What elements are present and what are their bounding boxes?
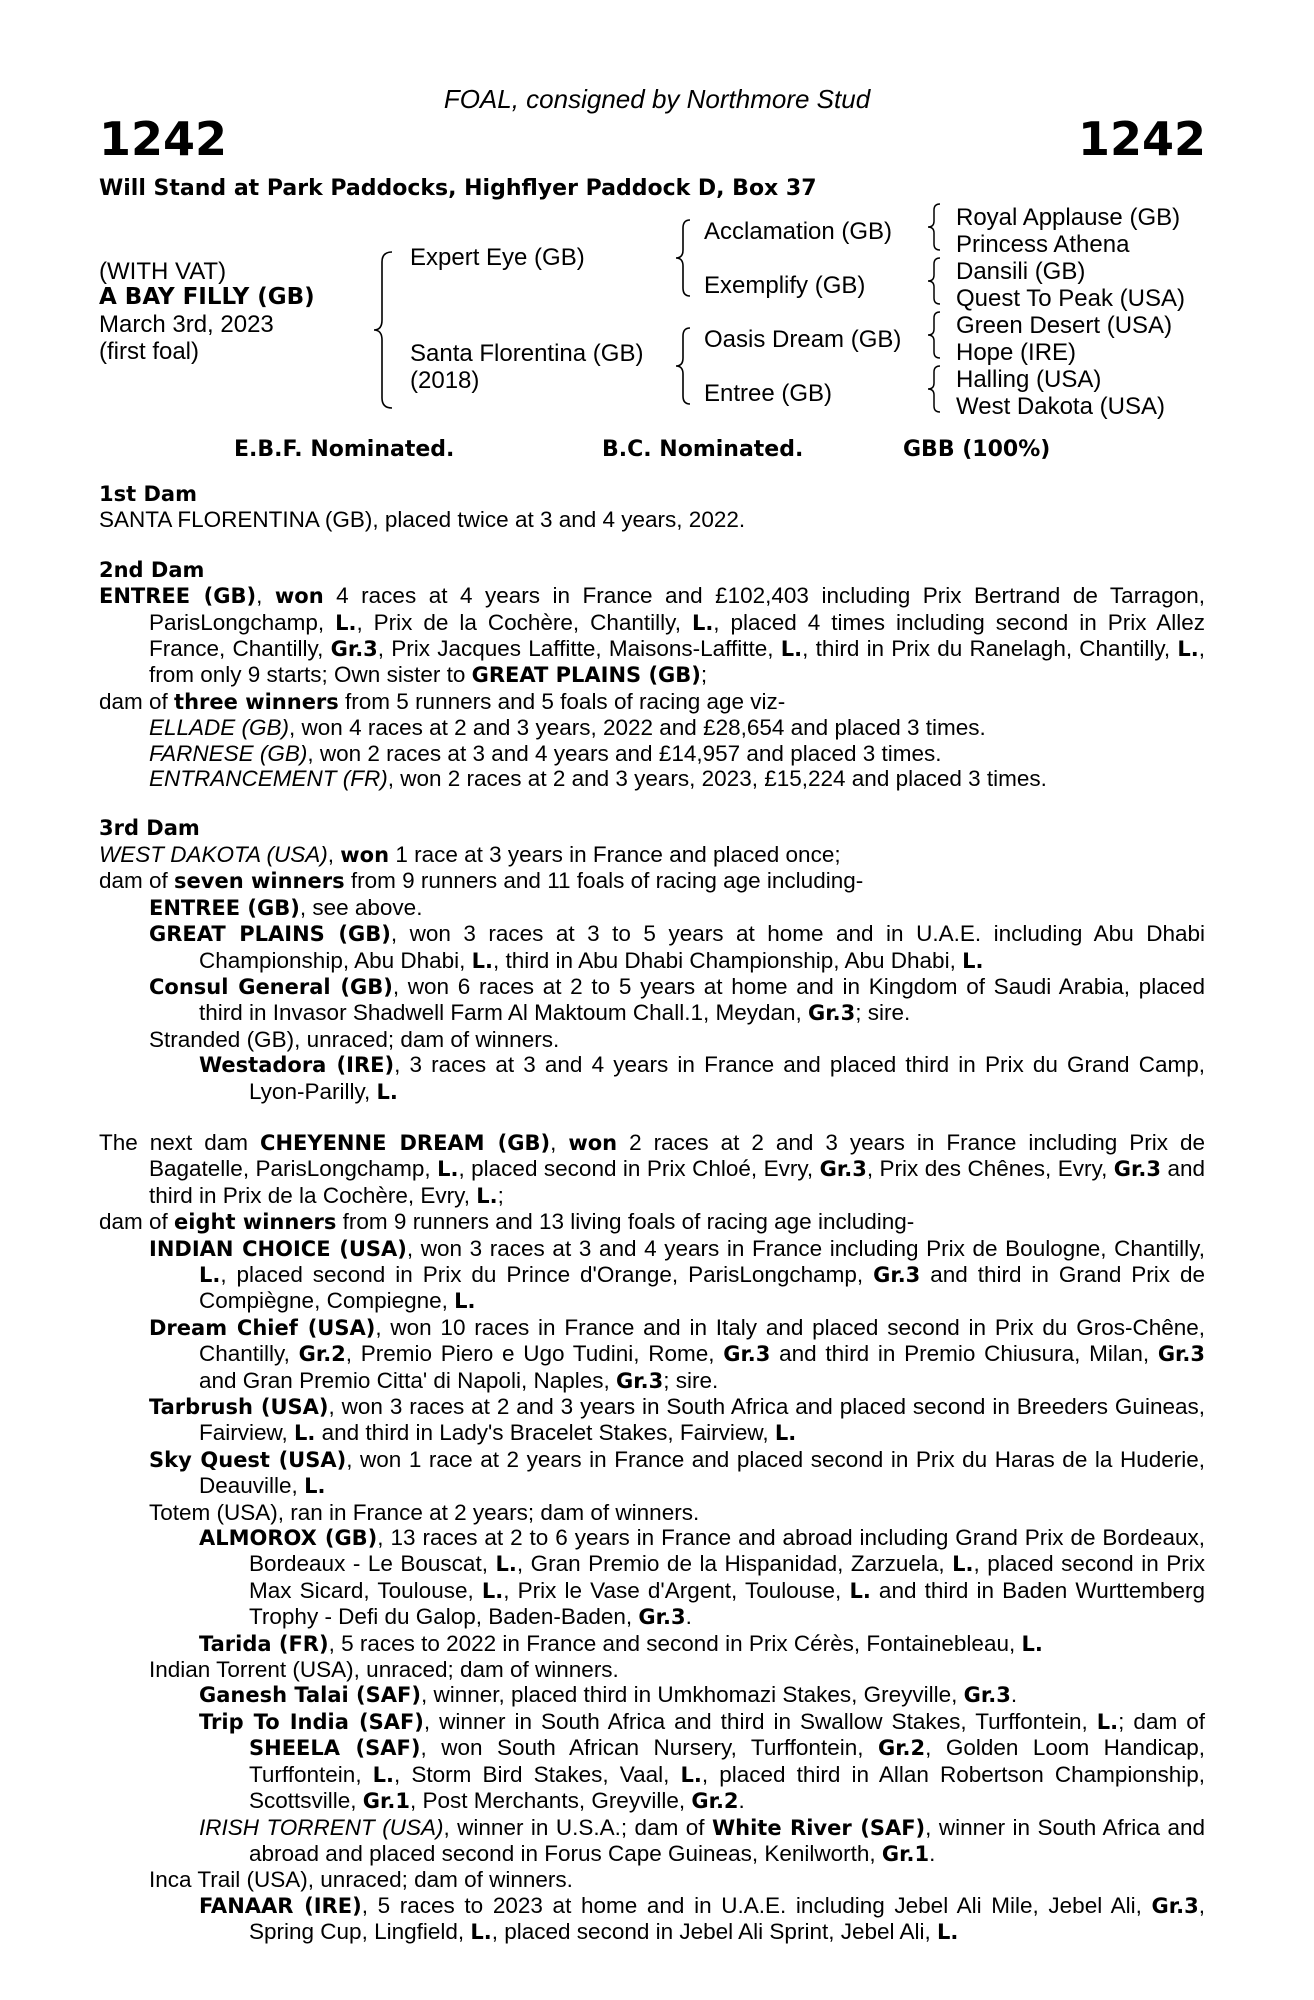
sire-dam: Exemplify (GB) [704, 272, 866, 299]
text: , won 3 races at 3 to 5 years at home and in U.A.E. including Abu Dhabi Championship, Abu Dhabi, [199, 921, 1205, 973]
ggsire-3: Green Desert (USA) [956, 312, 1173, 339]
produce-ellade [99, 715, 1205, 740]
gg-brace-3 [926, 310, 944, 360]
dam-records [99, 482, 1205, 1946]
foal-name: Trip To India (SAF) [199, 1709, 424, 1734]
text: , see above. [299, 894, 423, 920]
listed: L. [680, 1762, 702, 1787]
produce-inca-trail: Inca Trail (USA), unraced; dam of winners. [149, 1867, 573, 1893]
text: and third in Lady's Bracelet Stakes, Fairview, [315, 1420, 775, 1446]
gbb-rating: GBB (100%) [903, 437, 1051, 462]
listed: L. [471, 948, 494, 973]
text: ; dam of [1118, 1708, 1205, 1734]
text: and third in Prix de la Cochère, Evry, [149, 1156, 1205, 1208]
text: , won 3 races at 3 and 4 years in France including Prix de Boulogne, Chantilly, [406, 1235, 1205, 1261]
foal-name: Consul General (GB) [149, 974, 393, 999]
text: , won 2 races at 2 and 3 years, 2023, £15,224 and placed 3 times. [387, 766, 1047, 792]
produce-farnese [99, 741, 1205, 766]
text: , Gran Premio de la Hispanidad, Zarzuela, [516, 1551, 953, 1577]
produce-entrancement [99, 766, 1205, 791]
next-dam-produce [99, 1209, 1205, 1235]
ggdam-4: West Dakota (USA) [956, 393, 1165, 420]
text: ; [497, 1182, 504, 1208]
third-dam-record: WEST DAKOTA (USA), won 1 race at 3 years in France and placed once; [99, 841, 841, 867]
foal-name: ENTRANCEMENT (FR) [149, 766, 388, 792]
second-dam-heading: 2nd Dam [99, 557, 205, 582]
text: 2 races at 2 and 3 years in France including Prix de Bagatelle, ParisLongchamp, [149, 1129, 1205, 1182]
text: , Storm Bird Stakes, Vaal, [394, 1761, 681, 1787]
text: , 5 races to 2022 in France and second in Prix Cérès, Fontainebleau, [328, 1630, 1022, 1656]
produce-indian-choice [99, 1236, 1205, 1315]
text: , placed second in Prix Max Sicard, Toulouse, [249, 1551, 1205, 1603]
listed: L. [294, 1421, 316, 1446]
produce-tarbrush [99, 1394, 1205, 1447]
dam-name: WEST DAKOTA (USA) [99, 841, 328, 867]
lot-number-right: 1242 [1077, 112, 1206, 166]
text: from 9 runners and 13 living foals of racing age including- [336, 1209, 915, 1235]
group3: Gr.3 [873, 1262, 921, 1287]
listed: L. [849, 1578, 871, 1603]
text: dam of [99, 1209, 175, 1235]
group3: Gr.3 [330, 637, 378, 662]
ggsire-1: Royal Applause (GB) [956, 204, 1181, 231]
text: , placed second in Jebel Ali Sprint, Jebel Ali, [491, 1919, 938, 1945]
listed: L. [437, 1157, 459, 1182]
text: , Prix Jacques Laffitte, Maisons-Laffitte, [377, 636, 781, 662]
foal-name: GREAT PLAINS (GB) [149, 922, 391, 947]
text: . [738, 1788, 745, 1814]
produce-westadora [99, 1052, 1205, 1105]
text: from 9 runners and 11 foals of racing age including- [344, 868, 864, 894]
ggdam-1: Princess Athena [956, 231, 1130, 258]
text: , winner, placed third in Umkhomazi Stakes, Greyville, [420, 1682, 964, 1708]
third-dam-heading: 3rd Dam [99, 816, 200, 841]
won-word: won [274, 584, 324, 609]
group3: Gr.3 [808, 1001, 856, 1026]
won-word: won [340, 842, 390, 867]
listed: L. [1096, 1709, 1119, 1734]
dam-name: ENTREE (GB) [99, 584, 257, 609]
produce-trip-to-india [99, 1709, 1205, 1815]
produce-dream-chief [99, 1315, 1205, 1394]
text: dam of [99, 868, 175, 894]
text: , from only 9 starts; Own sister to [149, 636, 1206, 688]
gg-brace-4 [926, 364, 944, 414]
gg-brace-1 [926, 202, 944, 252]
text: , Prix le Vase d'Argent, Toulouse, [503, 1577, 850, 1603]
text: , 5 races to 2023 at home and in U.A.E. including Jebel Ali Mile, Jebel Ali, [361, 1892, 1152, 1918]
foaling-date: March 3rd, 2023 [99, 311, 274, 338]
group3: Gr.3 [1151, 1893, 1199, 1918]
foal-name: Ganesh Talai (SAF) [199, 1683, 421, 1708]
listed: L. [304, 1474, 326, 1499]
listed: L. [376, 1079, 398, 1104]
text: from 5 runners and 5 foals of racing age viz- [338, 688, 786, 714]
foal-name: FARNESE (GB) [149, 740, 308, 766]
text: , Premio Piero e Ugo Tudini, Rome, [345, 1341, 724, 1367]
group3: Gr.3 [1113, 1157, 1161, 1182]
produce-ganesh-talai [99, 1682, 1205, 1708]
text: ; sire. [663, 1367, 719, 1393]
text: , 3 races at 3 and 4 years in France and placed third in Prix du Grand Camp, Lyon-Parilly, [249, 1052, 1205, 1104]
foal-name: Tarida (FR) [199, 1631, 329, 1656]
produce-totem: Totem (USA), ran in France at 2 years; dam of winners. [149, 1499, 700, 1525]
foal-name: Tarbrush (USA) [149, 1395, 329, 1419]
consignment-line: FOAL, consigned by Northmore Stud [443, 84, 871, 114]
listed: L. [937, 1920, 959, 1945]
winners-count: three winners [174, 689, 339, 714]
foal-name: White River (SAF) [711, 1815, 926, 1840]
text: and third in Grand Prix de Compiègne, Compiegne, [199, 1261, 1205, 1314]
foal-name: ALMOROX (GB) [199, 1526, 378, 1551]
foal-name: ENTREE (GB) [149, 895, 300, 920]
listed: L. [199, 1262, 221, 1287]
text: , placed 4 times including second in Prix Allez France, Chantilly, [149, 609, 1205, 662]
listed: L. [476, 1183, 498, 1208]
listed: L. [962, 948, 984, 973]
text: , placed third in Allan Robertson Championship, Scottsville, [249, 1761, 1205, 1814]
listed: L. [1177, 637, 1199, 662]
first-dam-text: SANTA FLORENTINA (GB), placed twice at 3 and 4 years, 2022. [99, 507, 746, 533]
text: and third in Premio Chiusura, Milan, [770, 1341, 1158, 1367]
listed: L. [454, 1289, 476, 1314]
second-dam-record: ENTREE (GB), won 4 races at 4 years in France and £102,403 including Prix Bertrand de Tarragon, ParisLongchamp, L., Prix de la Cochère, Chantilly, L., placed 4 times including second in Prix Allez France, Chantilly, Gr.3, Prix Jacques Laffitte, Maisons-Laffitte, L., third in Prix du Ranelagh, Chantilly, L., from only 9 starts; Own sister to GREAT PLAINS (GB); [99, 583, 1206, 688]
text: , third in Prix du Ranelagh, Chantilly, [802, 636, 1178, 662]
group3: Gr.3 [616, 1368, 664, 1393]
dam-name: CHEYENNE DREAM (GB) [260, 1130, 551, 1155]
foal-name: ELLADE (GB) [149, 715, 290, 741]
text: , winner in U.S.A.; dam of [443, 1814, 712, 1840]
text: , won 2 races at 3 and 4 years and £14,957 and placed 3 times. [307, 740, 942, 766]
group1: Gr.1 [881, 1841, 930, 1866]
text: , third in Abu Dhabi Championship, Abu Dhabi, [493, 947, 963, 973]
text: , Post Merchants, Greyville, [410, 1788, 692, 1814]
text: The next dam [99, 1129, 261, 1155]
listed: L. [691, 610, 714, 635]
sire-brace [674, 218, 694, 298]
gg-brace-2 [926, 256, 944, 306]
text: . [685, 1604, 692, 1630]
text: , won 3 races at 2 and 3 years in South Africa and placed second in Breeders Guineas, Fairview, [199, 1394, 1205, 1446]
text: , won 6 races at 2 to 5 years at home and in Kingdom of Saudi Arabia, placed third in Invasor Shadwell Farm Al Maktoum Chall.1, Meydan, [199, 973, 1205, 1026]
text: , Prix de la Cochère, Chantilly, [356, 609, 692, 635]
group2: Gr.2 [877, 1736, 926, 1761]
dam-brace [674, 326, 694, 406]
text: , placed second in Prix du Prince d'Orange, ParisLongchamp, [220, 1261, 874, 1287]
foal-name: INDIAN CHOICE (USA) [149, 1236, 407, 1261]
winners-count: eight winners [174, 1210, 337, 1235]
dam-name: Santa Florentina (GB) [410, 340, 644, 367]
text: dam of [99, 688, 175, 714]
text: , won 4 races at 2 and 3 years, 2022 and £28,654 and placed 3 times. [289, 715, 986, 741]
listed: L. [470, 1920, 492, 1945]
text: , winner in South Africa and abroad and placed second in Forus Cape Guineas, Kenilworth, [249, 1814, 1205, 1866]
text: . [1010, 1682, 1018, 1708]
group2: Gr.2 [298, 1342, 346, 1367]
text: , won South African Nursery, Turffontein, [420, 1735, 878, 1761]
listed: L. [481, 1578, 504, 1603]
produce-sky-quest [99, 1447, 1205, 1500]
foal-name: Dream Chief (USA) [149, 1315, 376, 1340]
text: , Golden Loom Handicap, Turffontein, [249, 1735, 1205, 1787]
second-dam-produce [99, 689, 1205, 715]
first-dam-heading: 1st Dam [99, 482, 197, 506]
produce-tarida [99, 1631, 1205, 1657]
ggsire-4: Halling (USA) [956, 366, 1102, 393]
foal-name: FANAAR (IRE) [199, 1893, 362, 1918]
text: , won 10 races in France and in Italy and placed second in Prix du Gros-Chêne, Chantilly, [199, 1314, 1205, 1367]
stand-location: Will Stand at Park Paddocks, Highflyer Paddock D, Box 37 [99, 176, 817, 201]
group3: Gr.3 [963, 1683, 1011, 1708]
group3: Gr.3 [1157, 1342, 1206, 1367]
listed: L. [952, 1552, 974, 1577]
text: , 13 races at 2 to 6 years in France and abroad including Grand Prix de Bordeaux, Bordeaux - Le Bouscat, [249, 1525, 1205, 1577]
won-word: won [568, 1130, 618, 1155]
lot-number-left: 1242 [99, 112, 228, 166]
text: 1 race at 3 years in France and placed once; [389, 841, 841, 867]
listed: L. [335, 610, 357, 635]
text: , winner in South Africa and third in Swallow Stakes, Turffontein, [423, 1708, 1097, 1734]
ggsire-2: Dansili (GB) [956, 258, 1086, 285]
sister-name: GREAT PLAINS (GB) [471, 663, 701, 688]
listed: L. [1021, 1631, 1043, 1656]
sire-name: Expert Eye (GB) [410, 244, 585, 271]
produce-stranded: Stranded (GB), unraced; dam of winners. [149, 1026, 560, 1052]
next-dam-record: The next dam CHEYENNE DREAM (GB), won 2 races at 2 and 3 years in France including Prix de Bagatelle, ParisLongchamp, L., placed second in Prix Chloé, Evry, Gr.3, Prix des Chênes, Evry, Gr.3 and third in Prix de la Cochère, Evry, L.; [99, 1129, 1205, 1208]
group3: Gr.3 [819, 1157, 867, 1182]
foal-name: Sky Quest (USA) [149, 1447, 347, 1472]
listed: L. [780, 637, 803, 662]
ebf-nomination: E.B.F. Nominated. [234, 437, 455, 462]
group3: Gr.3 [723, 1342, 771, 1367]
first-foal-note: (first foal) [99, 338, 200, 365]
text: , Prix des Chênes, Evry, [866, 1156, 1114, 1182]
bc-nomination: B.C. Nominated. [602, 437, 804, 462]
group1: Gr.1 [362, 1789, 410, 1814]
foal-name: IRISH TORRENT (USA) [199, 1814, 444, 1840]
text: and third in Baden Wurttemberg Trophy - Defi du Galop, Baden-Baden, [249, 1577, 1205, 1630]
dam-dam: Entree (GB) [704, 380, 833, 407]
vat-note: (WITH VAT) [99, 258, 227, 285]
sire-sire: Acclamation (GB) [704, 218, 893, 245]
produce-indian-torrent: Indian Torrent (USA), unraced; dam of winners. [149, 1657, 619, 1683]
produce-entree [99, 895, 1205, 921]
text: , Spring Cup, Lingfield, [249, 1892, 1205, 1945]
listed: L. [372, 1762, 395, 1787]
winners-count: seven winners [174, 869, 345, 894]
text: ; sire. [855, 1000, 911, 1026]
listed: L. [774, 1421, 797, 1446]
text: 4 races at 4 years in France and £102,403 including Prix Bertrand de Tarragon, ParisLongchamp, [149, 583, 1205, 635]
group3: Gr.3 [638, 1605, 686, 1630]
text: ; [700, 662, 708, 688]
produce-consul-general [99, 974, 1205, 1027]
ggdam-3: Hope (IRE) [956, 339, 1077, 366]
pedigree-brace-main [372, 250, 396, 410]
text: and Gran Premio Citta' di Napoli, Naples, [199, 1367, 616, 1393]
foal-name: SHEELA (SAF) [249, 1736, 421, 1761]
ggdam-2: Quest To Peak (USA) [956, 285, 1185, 312]
group2: Gr.2 [691, 1789, 739, 1814]
produce-great-plains [99, 921, 1205, 974]
horse-name: A BAY FILLY (GB) [99, 284, 315, 310]
dam-sire: Oasis Dream (GB) [704, 326, 902, 353]
produce-irish-torrent [99, 1815, 1205, 1868]
third-dam-produce [99, 868, 1205, 894]
produce-almorox [99, 1525, 1205, 1631]
text: , placed second in Prix Chloé, Evry, [458, 1156, 820, 1182]
foal-name: Westadora (IRE) [199, 1053, 395, 1078]
dam-year: (2018) [410, 367, 480, 394]
listed: L. [495, 1552, 517, 1577]
text: . [929, 1840, 936, 1866]
text: , won 1 race at 2 years in France and placed second in Prix du Haras de la Huderie, Deauville, [199, 1446, 1205, 1499]
produce-fanaar [99, 1893, 1205, 1946]
